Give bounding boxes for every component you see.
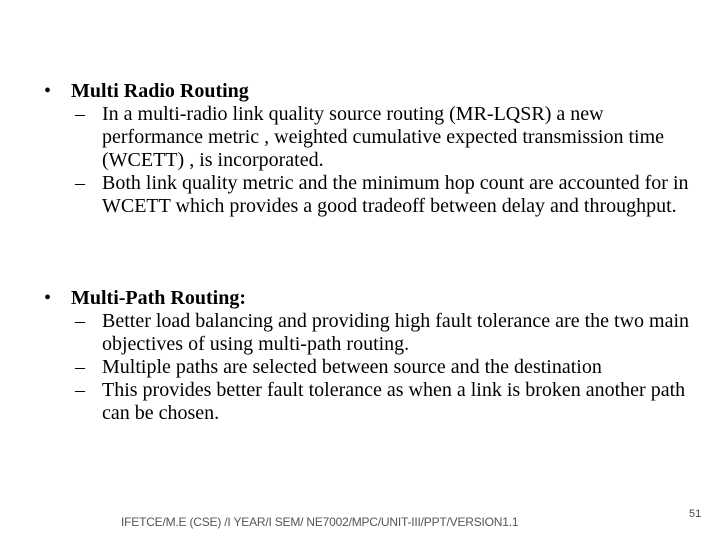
footer-text: IFETCE/M.E (CSE) /I YEAR/I SEM/ NE7002/MPC/UNIT-III/PPT/VERSION1.1 bbox=[121, 515, 519, 529]
sub-item-text: Both link quality metric and the minimum hop count are accounted for in WCETT which provides a good tradeoff between delay and throughput. bbox=[102, 172, 689, 217]
bullet-marker: • bbox=[44, 80, 52, 102]
bullet-heading bbox=[44, 287, 694, 310]
dash-marker: – bbox=[75, 310, 85, 332]
bullet-heading bbox=[44, 80, 694, 103]
sub-item bbox=[75, 379, 694, 425]
sub-item-text: This provides better fault tolerance as when a link is broken another path can be chosen. bbox=[102, 379, 686, 424]
sub-item-text: Multiple paths are selected between source and the destination bbox=[102, 356, 602, 378]
sub-item-text: In a multi-radio link quality source routing (MR-LQSR) a new performance metric , weighted cumulative expected transmission time (WCETT) , is incorporated. bbox=[102, 103, 665, 171]
bullet-title: Multi-Path Routing: bbox=[71, 287, 246, 309]
sub-item-text: Better load balancing and providing high fault tolerance are the two main objectives of using multi-path routing. bbox=[102, 310, 690, 355]
dash-marker: – bbox=[75, 356, 85, 378]
section-multi-path-routing bbox=[44, 287, 694, 425]
bullet-marker: • bbox=[44, 287, 52, 309]
page-number: 51 bbox=[689, 508, 702, 520]
sub-list bbox=[44, 103, 694, 218]
sub-item bbox=[75, 356, 694, 379]
section-multi-radio-routing bbox=[44, 80, 694, 218]
sub-item bbox=[75, 172, 694, 218]
sub-item bbox=[75, 103, 694, 172]
sub-item bbox=[75, 310, 694, 356]
dash-marker: – bbox=[75, 172, 85, 194]
sub-list bbox=[44, 310, 694, 425]
bullet-title: Multi Radio Routing bbox=[71, 80, 249, 102]
dash-marker: – bbox=[75, 379, 85, 401]
dash-marker: – bbox=[75, 103, 85, 125]
